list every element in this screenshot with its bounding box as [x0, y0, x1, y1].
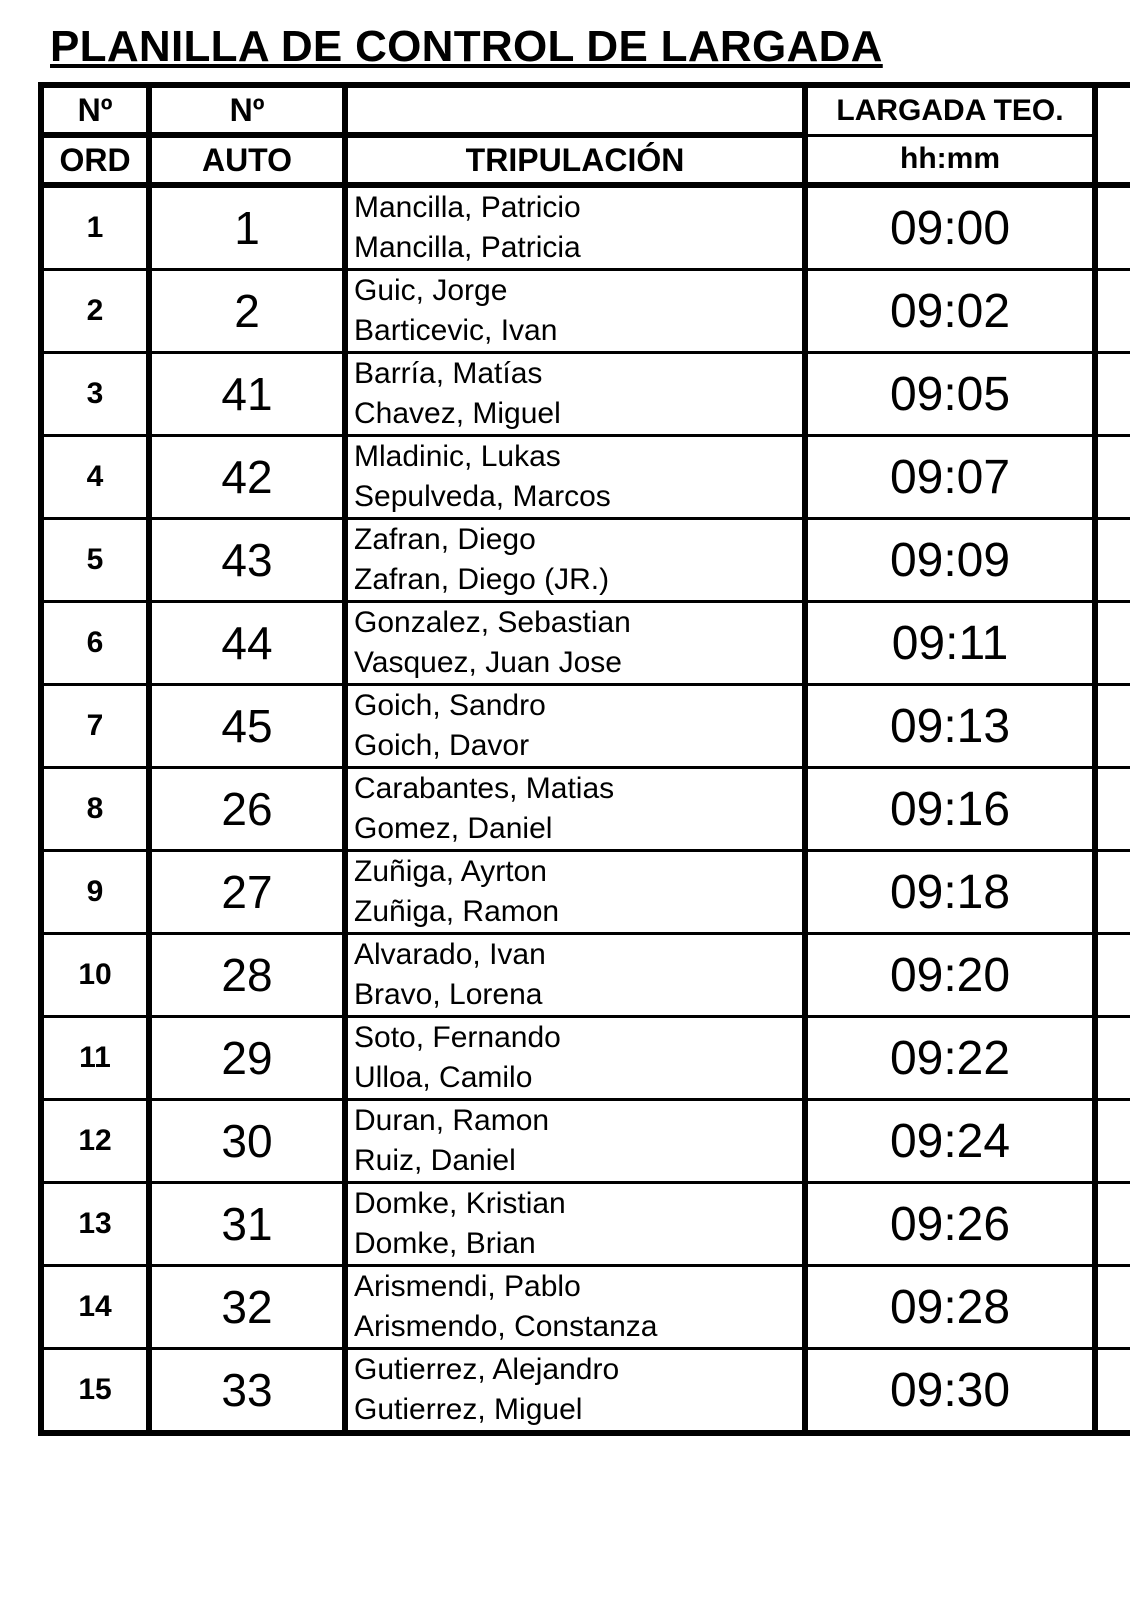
- cell-largada-teorica: 09:05: [805, 353, 1095, 436]
- cell-largada-teorica: 09:28: [805, 1266, 1095, 1349]
- cell-copiloto: Ruiz, Daniel: [354, 1144, 516, 1177]
- table-row: [41, 685, 1130, 768]
- cell-ord: 1: [41, 185, 149, 270]
- cell-extra: [1095, 270, 1130, 353]
- cell-largada-teorica: 09:22: [805, 1017, 1095, 1100]
- cell-tripulacion: [345, 768, 805, 851]
- header-tripulacion: TRIPULACIÓN: [345, 135, 805, 185]
- header-tripulacion-top: [345, 85, 805, 135]
- cell-copiloto: Mancilla, Patricia: [354, 231, 581, 264]
- cell-largada-teorica: 09:13: [805, 685, 1095, 768]
- header-ord-line1: Nº: [41, 85, 149, 135]
- table-row: [41, 934, 1130, 1017]
- cell-extra: [1095, 768, 1130, 851]
- cell-tripulacion: [345, 1017, 805, 1100]
- cell-piloto: Soto, Fernando: [354, 1021, 561, 1054]
- cell-extra: [1095, 185, 1130, 270]
- cell-extra: [1095, 519, 1130, 602]
- cell-piloto: Barría, Matías: [354, 357, 543, 390]
- cell-copiloto: Barticevic, Ivan: [354, 314, 558, 347]
- cell-piloto: Mladinic, Lukas: [354, 440, 561, 473]
- table-row: [41, 851, 1130, 934]
- cell-piloto: Alvarado, Ivan: [354, 938, 546, 971]
- cell-ord: 7: [41, 685, 149, 768]
- cell-auto: 26: [149, 768, 345, 851]
- cell-extra: [1095, 1266, 1130, 1349]
- cell-auto: 41: [149, 353, 345, 436]
- cell-largada-teorica: 09:30: [805, 1349, 1095, 1434]
- cell-copiloto: Zuñiga, Ramon: [354, 895, 560, 928]
- cell-auto: 31: [149, 1183, 345, 1266]
- table-row: [41, 185, 1130, 270]
- table-header: [41, 85, 1130, 185]
- cell-auto: 30: [149, 1100, 345, 1183]
- cell-copiloto: Gutierrez, Miguel: [354, 1393, 583, 1426]
- cell-piloto: Domke, Kristian: [354, 1187, 566, 1220]
- cell-piloto: Mancilla, Patricio: [354, 191, 581, 224]
- cell-largada-teorica: 09:11: [805, 602, 1095, 685]
- table-row: [41, 768, 1130, 851]
- cell-auto: 44: [149, 602, 345, 685]
- cell-extra: [1095, 851, 1130, 934]
- table-body: [41, 185, 1130, 1433]
- cell-piloto: Zuñiga, Ayrton: [354, 855, 547, 888]
- cell-auto: 28: [149, 934, 345, 1017]
- cell-tripulacion: [345, 685, 805, 768]
- table-row: [41, 1100, 1130, 1183]
- cell-ord: 11: [41, 1017, 149, 1100]
- cell-auto: 42: [149, 436, 345, 519]
- cell-tripulacion: [345, 1100, 805, 1183]
- cell-ord: 5: [41, 519, 149, 602]
- cell-auto: 29: [149, 1017, 345, 1100]
- cell-ord: 3: [41, 353, 149, 436]
- cell-largada-teorica: 09:09: [805, 519, 1095, 602]
- header-largada-line2: hh:mm: [805, 135, 1095, 185]
- cell-ord: 14: [41, 1266, 149, 1349]
- cell-ord: 15: [41, 1349, 149, 1434]
- cell-extra: [1095, 353, 1130, 436]
- cell-ord: 12: [41, 1100, 149, 1183]
- table-row: [41, 1349, 1130, 1434]
- cell-extra: [1095, 1349, 1130, 1434]
- table-row: [41, 436, 1130, 519]
- cell-piloto: Duran, Ramon: [354, 1104, 550, 1137]
- cell-extra: [1095, 685, 1130, 768]
- cell-copiloto: Zafran, Diego (JR.): [354, 563, 610, 596]
- cell-extra: [1095, 934, 1130, 1017]
- cell-auto: 45: [149, 685, 345, 768]
- header-extra-top: [1095, 85, 1130, 135]
- cell-largada-teorica: 09:24: [805, 1100, 1095, 1183]
- cell-copiloto: Vasquez, Juan Jose: [354, 646, 622, 679]
- cell-extra: [1095, 1017, 1130, 1100]
- cell-ord: 2: [41, 270, 149, 353]
- cell-largada-teorica: 09:20: [805, 934, 1095, 1017]
- table-row: [41, 353, 1130, 436]
- cell-extra: [1095, 436, 1130, 519]
- cell-piloto: Gutierrez, Alejandro: [354, 1353, 620, 1386]
- cell-auto: 33: [149, 1349, 345, 1434]
- cell-tripulacion: [345, 602, 805, 685]
- cell-piloto: Arismendi, Pablo: [354, 1270, 581, 1303]
- start-control-table: [38, 82, 1130, 1436]
- cell-auto: 27: [149, 851, 345, 934]
- cell-largada-teorica: 09:16: [805, 768, 1095, 851]
- cell-tripulacion: [345, 519, 805, 602]
- cell-tripulacion: [345, 934, 805, 1017]
- cell-copiloto: Gomez, Daniel: [354, 812, 553, 845]
- cell-piloto: Zafran, Diego: [354, 523, 536, 556]
- cell-auto: 2: [149, 270, 345, 353]
- cell-piloto: Guic, Jorge: [354, 274, 508, 307]
- table-row: [41, 1183, 1130, 1266]
- cell-ord: 8: [41, 768, 149, 851]
- cell-tripulacion: [345, 851, 805, 934]
- table-row: [41, 1017, 1130, 1100]
- cell-copiloto: Chavez, Miguel: [354, 397, 561, 430]
- cell-tripulacion: [345, 1266, 805, 1349]
- cell-piloto: Goich, Sandro: [354, 689, 546, 722]
- header-largada-line1: LARGADA TEO.: [805, 85, 1095, 135]
- header-extra-bottom: [1095, 135, 1130, 185]
- page-title: PLANILLA DE CONTROL DE LARGADA: [50, 22, 883, 71]
- cell-tripulacion: [345, 436, 805, 519]
- header-auto-line1: Nº: [149, 85, 345, 135]
- cell-copiloto: Sepulveda, Marcos: [354, 480, 611, 513]
- cell-tripulacion: [345, 353, 805, 436]
- cell-ord: 9: [41, 851, 149, 934]
- cell-piloto: Carabantes, Matias: [354, 772, 615, 805]
- cell-ord: 4: [41, 436, 149, 519]
- cell-ord: 10: [41, 934, 149, 1017]
- table-row: [41, 519, 1130, 602]
- cell-tripulacion: [345, 185, 805, 270]
- cell-largada-teorica: 09:26: [805, 1183, 1095, 1266]
- header-ord-line2: ORD: [41, 135, 149, 185]
- cell-largada-teorica: 09:18: [805, 851, 1095, 934]
- cell-auto: 43: [149, 519, 345, 602]
- cell-copiloto: Goich, Davor: [354, 729, 530, 762]
- table-row: [41, 270, 1130, 353]
- cell-copiloto: Bravo, Lorena: [354, 978, 543, 1011]
- table-row: [41, 602, 1130, 685]
- cell-largada-teorica: 09:02: [805, 270, 1095, 353]
- cell-extra: [1095, 602, 1130, 685]
- cell-extra: [1095, 1183, 1130, 1266]
- cell-ord: 6: [41, 602, 149, 685]
- cell-largada-teorica: 09:00: [805, 185, 1095, 270]
- cell-tripulacion: [345, 1183, 805, 1266]
- cell-copiloto: Ulloa, Camilo: [354, 1061, 533, 1094]
- table-row: [41, 1266, 1130, 1349]
- cell-auto: 1: [149, 185, 345, 270]
- cell-auto: 32: [149, 1266, 345, 1349]
- cell-copiloto: Arismendo, Constanza: [354, 1310, 658, 1343]
- cell-tripulacion: [345, 270, 805, 353]
- cell-extra: [1095, 1100, 1130, 1183]
- cell-copiloto: Domke, Brian: [354, 1227, 536, 1260]
- cell-largada-teorica: 09:07: [805, 436, 1095, 519]
- cell-piloto: Gonzalez, Sebastian: [354, 606, 631, 639]
- cell-tripulacion: [345, 1349, 805, 1434]
- header-auto-line2: AUTO: [149, 135, 345, 185]
- cell-ord: 13: [41, 1183, 149, 1266]
